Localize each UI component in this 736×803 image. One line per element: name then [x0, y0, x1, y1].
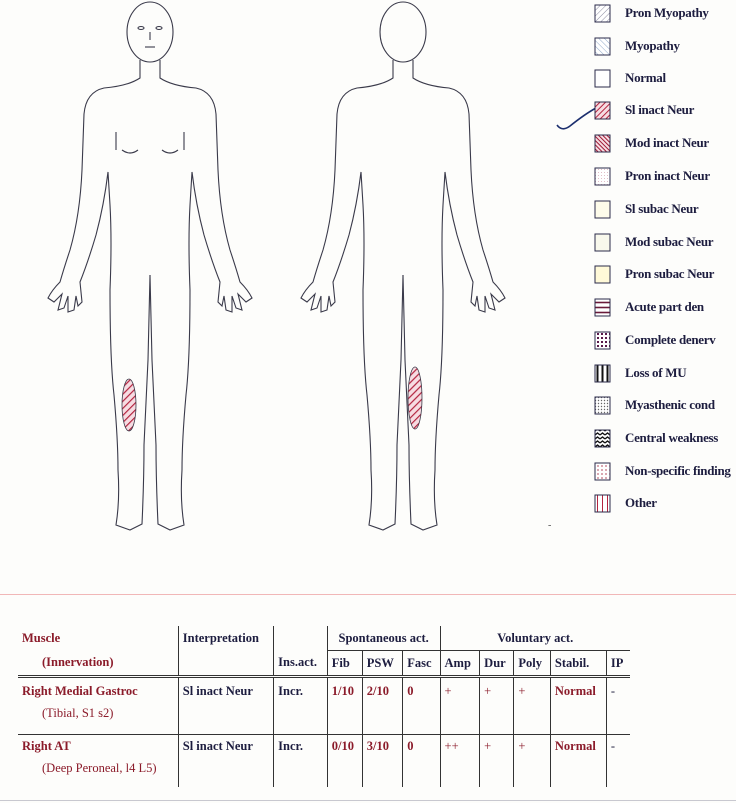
table-row-innervation [18, 706, 630, 735]
header-innervation: (Innervation) [18, 651, 178, 677]
header-fasc: Fasc [403, 651, 440, 677]
row-ip: - [606, 735, 630, 762]
dash-mark: - [548, 520, 552, 531]
legend-label-normal: Normal [625, 70, 666, 85]
header-ins-act: Ins.act. [274, 651, 328, 677]
row-muscle: Right Medial Gastroc [22, 684, 138, 698]
row-fib: 1/10 [327, 677, 362, 707]
emg-results-table [18, 626, 630, 787]
row-interpretation: Sl inact Neur [178, 677, 273, 707]
legend-label-other: Other [625, 495, 657, 510]
row-fasc: 0 [403, 677, 440, 707]
row-psw: 3/10 [362, 735, 402, 762]
legend-label-myasthenic-cond: Myasthenic cond [625, 397, 715, 412]
legend-label-non-specific-finding: Non-specific finding [625, 463, 731, 478]
header-stabil: Stabil. [550, 651, 606, 677]
front-body-outline [48, 2, 252, 530]
header-dur: Dur [480, 651, 514, 677]
front-lesion-medial-gastroc [122, 379, 136, 431]
back-lesion-anterior-tibialis [408, 367, 422, 429]
row-innervation: (Deep Peroneal, l4 L5) [42, 761, 157, 775]
row-amp: ++ [440, 735, 480, 762]
header-muscle: Muscle [22, 630, 61, 645]
legend-label-myopathy: Myopathy [625, 38, 680, 53]
row-dur: + [480, 735, 514, 762]
legend-label-central-weakness: Central weakness [625, 430, 719, 445]
row-poly: + [514, 677, 551, 707]
row-ins-act: Incr. [274, 677, 328, 707]
row-fib: 0/10 [327, 735, 362, 762]
row-ip: - [606, 677, 630, 707]
pen-mark [557, 108, 596, 129]
legend-label-pron-inact-neur: Pron inact Neur [625, 168, 710, 183]
header-poly: Poly [514, 651, 551, 677]
back-body-outline [301, 2, 505, 530]
row-dur: + [480, 677, 514, 707]
legend-label-acute-part-den: Acute part den [625, 299, 704, 314]
legend-label-sl-inact-neur: Sl inact Neur [625, 102, 695, 117]
header-fib: Fib [327, 651, 362, 677]
legend-label-complete-denerv: Complete denerv [625, 332, 716, 347]
legend-label-mod-subac-neur: Mod subac Neur [625, 234, 714, 249]
header-voluntary: Voluntary act. [440, 626, 630, 651]
legend-label-loss-of-mu: Loss of MU [625, 365, 687, 380]
row-psw: 2/10 [362, 677, 402, 707]
row-interpretation: Sl inact Neur [178, 735, 273, 762]
row-amp: + [440, 677, 480, 707]
header-interpretation: Interpretation [178, 626, 273, 651]
row-poly: + [514, 735, 551, 762]
header-psw: PSW [362, 651, 402, 677]
row-stabil: Normal [550, 677, 606, 707]
header-spontaneous: Spontaneous act. [327, 626, 440, 651]
section-divider-top [0, 594, 736, 595]
table-row [18, 677, 630, 707]
legend-label-mod-inact-neur: Mod inact Neur [625, 135, 709, 150]
table-row-innervation [18, 761, 630, 787]
legend-label-pron-myopathy: Pron Myopathy [625, 5, 709, 20]
row-stabil: Normal [550, 735, 606, 762]
row-muscle: Right AT [22, 739, 71, 753]
legend-label-pron-subac-neur: Pron subac Neur [625, 266, 715, 281]
row-ins-act: Incr. [274, 735, 328, 762]
legend-label-sl-subac-neur: Sl subac Neur [625, 201, 699, 216]
row-innervation: (Tibial, S1 s2) [18, 706, 178, 735]
row-fasc: 0 [403, 735, 440, 762]
header-amp: Amp [440, 651, 480, 677]
table-row [18, 735, 630, 762]
header-ip: IP [606, 651, 630, 677]
section-divider-bottom [0, 800, 736, 801]
